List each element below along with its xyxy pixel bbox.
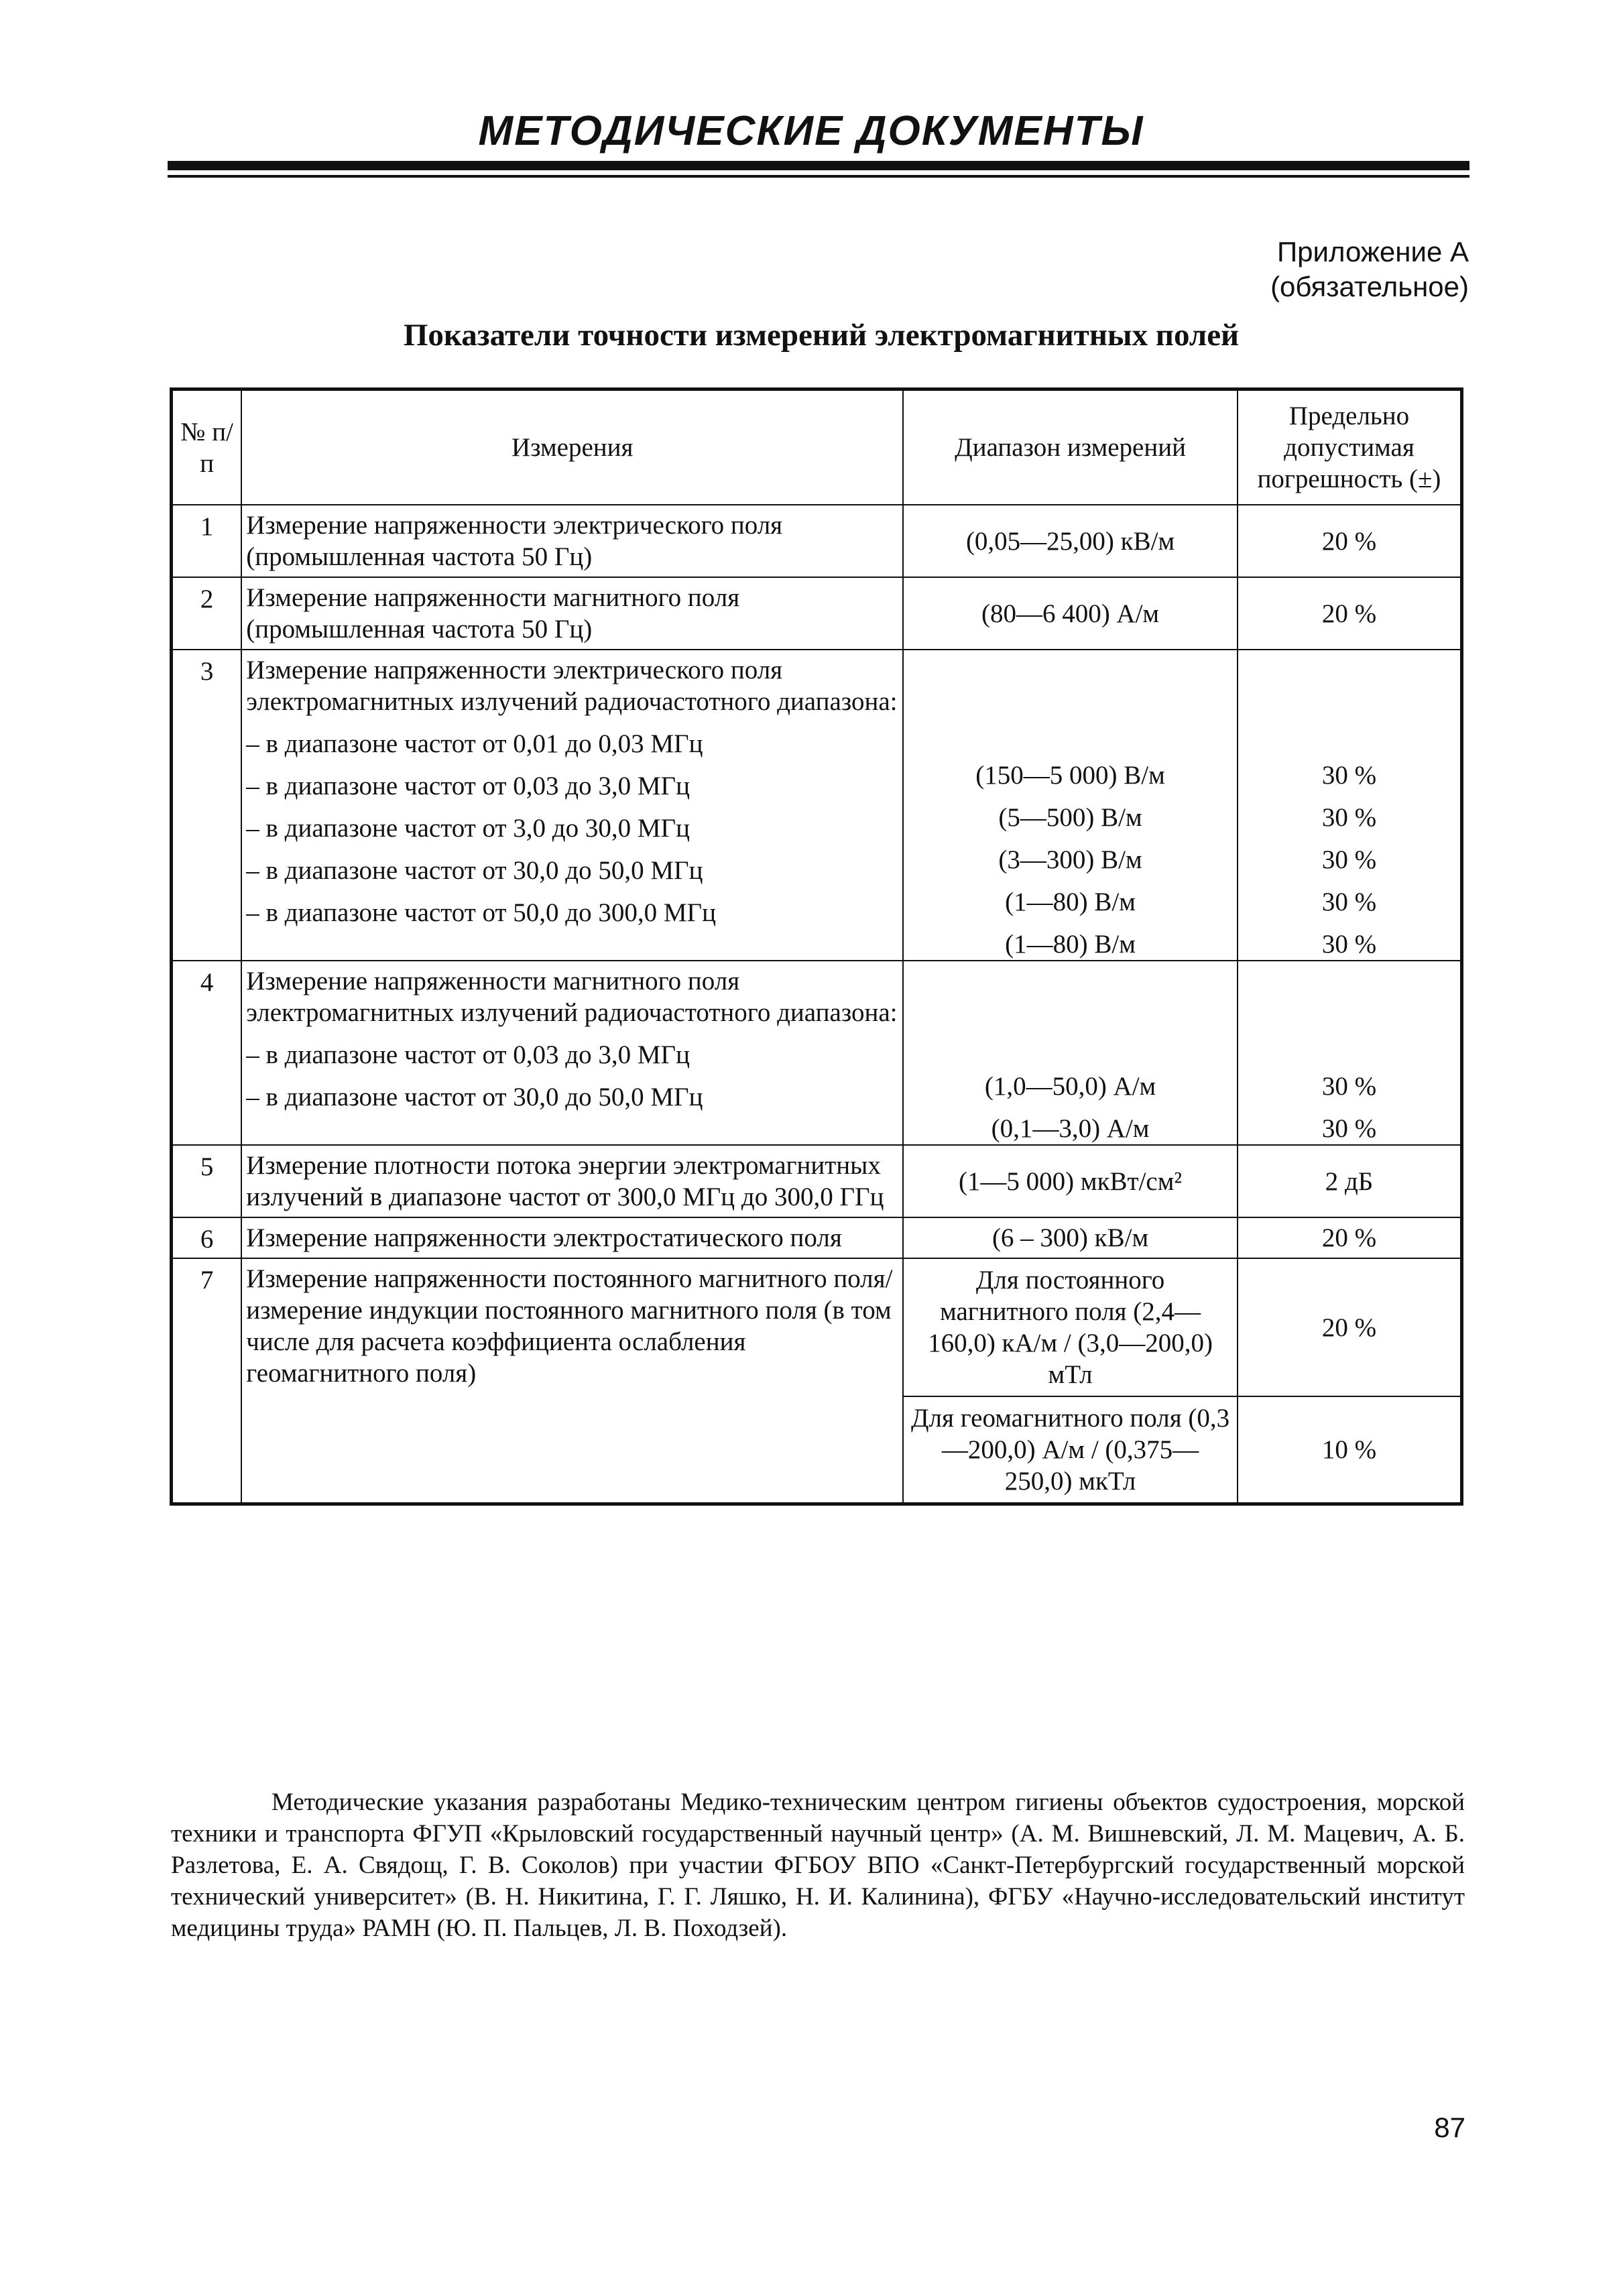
header-rule-thick [168,161,1469,170]
table-row [172,1258,1462,1396]
sub-item: – в диапазоне частот от 0,01 до 0,03 МГц [246,729,703,758]
sub-error: 30 % [1321,1072,1377,1101]
header-num: № п/п [172,389,242,505]
row-num: 7 [172,1258,242,1504]
appendix-label [1270,235,1469,304]
document-title: Показатели точности измерений электромагнитных полей [403,318,1240,353]
row-measurement: Измерение напряженности электрического поля (промышленная частота 50 Гц) [241,505,903,577]
row-num: 1 [172,505,242,577]
row-error-stack [1238,650,1462,961]
header-range: Диапазон измерений [903,389,1238,505]
row-measurement [241,961,903,1145]
table-row [172,650,1462,961]
row-error-geomagnetic: 10 % [1238,1396,1462,1504]
row-error: 2 дБ [1238,1145,1462,1217]
sub-item: – в диапазоне частот от 30,0 до 50,0 МГц [246,856,703,885]
sub-item: – в диапазоне частот от 30,0 до 50,0 МГц [246,1083,703,1111]
sub-error: 30 % [1321,1114,1377,1143]
appendix-line-2: (обязательное) [1270,271,1469,302]
accuracy-table [170,387,1463,1506]
sub-error: 30 % [1321,845,1377,874]
sub-item: – в диапазоне частот от 0,03 до 3,0 МГц [246,772,690,800]
row-num: 5 [172,1145,242,1217]
page-number: 87 [1434,2112,1465,2143]
sub-range: (1—80) В/м [1005,888,1136,916]
sub-range: (3—300) В/м [998,845,1142,874]
table-row [172,577,1462,650]
row-range-geomagnetic: Для геомагнитного поля (0,3—200,0) А/м / (0,375—250,0) мкТл [903,1396,1238,1504]
sub-error: 30 % [1321,761,1377,790]
sub-range: (1,0—50,0) А/м [984,1072,1156,1101]
appendix-line-1: Приложение А [1276,236,1469,267]
row-error: 20 % [1238,577,1462,650]
header-measurement: Измерения [241,389,903,505]
table-header-row [172,389,1462,505]
row-error: 20 % [1238,505,1462,577]
row-error: 20 % [1238,1217,1462,1258]
sub-range: (5—500) В/м [998,803,1142,832]
sub-error: 30 % [1321,803,1377,832]
row-measurement: Измерение напряженности электростатического поля [241,1217,903,1258]
table-row [172,505,1462,577]
row-error-stack [1238,961,1462,1145]
authors-note: Методические указания разработаны Медико-техническим центром гигиены объектов судостроения, морской техники и транспорта ФГУП «Крыловский государственный научный центр» (А. М. Вишневский, Л. М. Мацевич, А. Б. Разлетова, Е. А. Свядощ, Г. В. Соколов) при участии ФГБОУ ВПО «Санкт-Петербургский государственный морской технический университет» (В. Н. Никитина, Г. Г. Ляшко, Н. И. Калинина), ФГБУ «Научно-исследовательский институт медицины труда» РАМН (Ю. П. Пальцев, Л. В. Походзей). [171,1789,1465,1942]
row-range-stack [903,650,1238,961]
row-range: (1—5 000) мкВт/см² [903,1145,1238,1217]
row-range-static: Для постоянного магнитного поля (2,4—160,0) кА/м / (3,0—200,0) мТл [903,1258,1238,1396]
row-measurement [241,650,903,961]
table-row [172,1145,1462,1217]
sub-error: 30 % [1321,930,1377,959]
sub-range: (0,1—3,0) А/м [991,1114,1150,1143]
row-num: 6 [172,1217,242,1258]
row-range: (0,05—25,00) кВ/м [903,505,1238,577]
row-intro: Измерение напряженности электрического поля электромагнитных излучений радиочастотного диапазона: [246,656,898,716]
row-intro: Измерение напряженности магнитного поля электромагнитных излучений радиочастотного диапазона: [246,967,898,1027]
row-measurement: Измерение напряженности магнитного поля (промышленная частота 50 Гц) [241,577,903,650]
row-range: (80—6 400) А/м [903,577,1238,650]
row-measurement: Измерение напряженности постоянного магнитного поля/измерение индукции постоянного магнитного поля (в том числе для расчета коэффициента ослабления геомагнитного поля) [241,1258,903,1504]
sub-item: – в диапазоне частот от 50,0 до 300,0 МГц [246,898,716,927]
row-range: (6 – 300) кВ/м [903,1217,1238,1258]
sub-range: (1—80) В/м [1005,930,1136,959]
running-header-title: МЕТОДИЧЕСКИЕ ДОКУМЕНТЫ [478,108,1144,154]
row-num: 3 [172,650,242,961]
row-num: 4 [172,961,242,1145]
row-range-stack [903,961,1238,1145]
sub-item: – в диапазоне частот от 3,0 до 30,0 МГц [246,814,690,843]
header-rule-thin [168,175,1469,178]
sub-item: – в диапазоне частот от 0,03 до 3,0 МГц [246,1040,690,1069]
table-row [172,961,1462,1145]
row-error-static: 20 % [1238,1258,1462,1396]
row-measurement: Измерение плотности потока энергии электромагнитных излучений в диапазоне частот от 300,0 МГц до 300,0 ГГц [241,1145,903,1217]
sub-range: (150—5 000) В/м [975,761,1165,790]
header-error: Предельно допустимая погрешность (±) [1238,389,1462,505]
table-row [172,1217,1462,1258]
sub-error: 30 % [1321,888,1377,916]
row-num: 2 [172,577,242,650]
